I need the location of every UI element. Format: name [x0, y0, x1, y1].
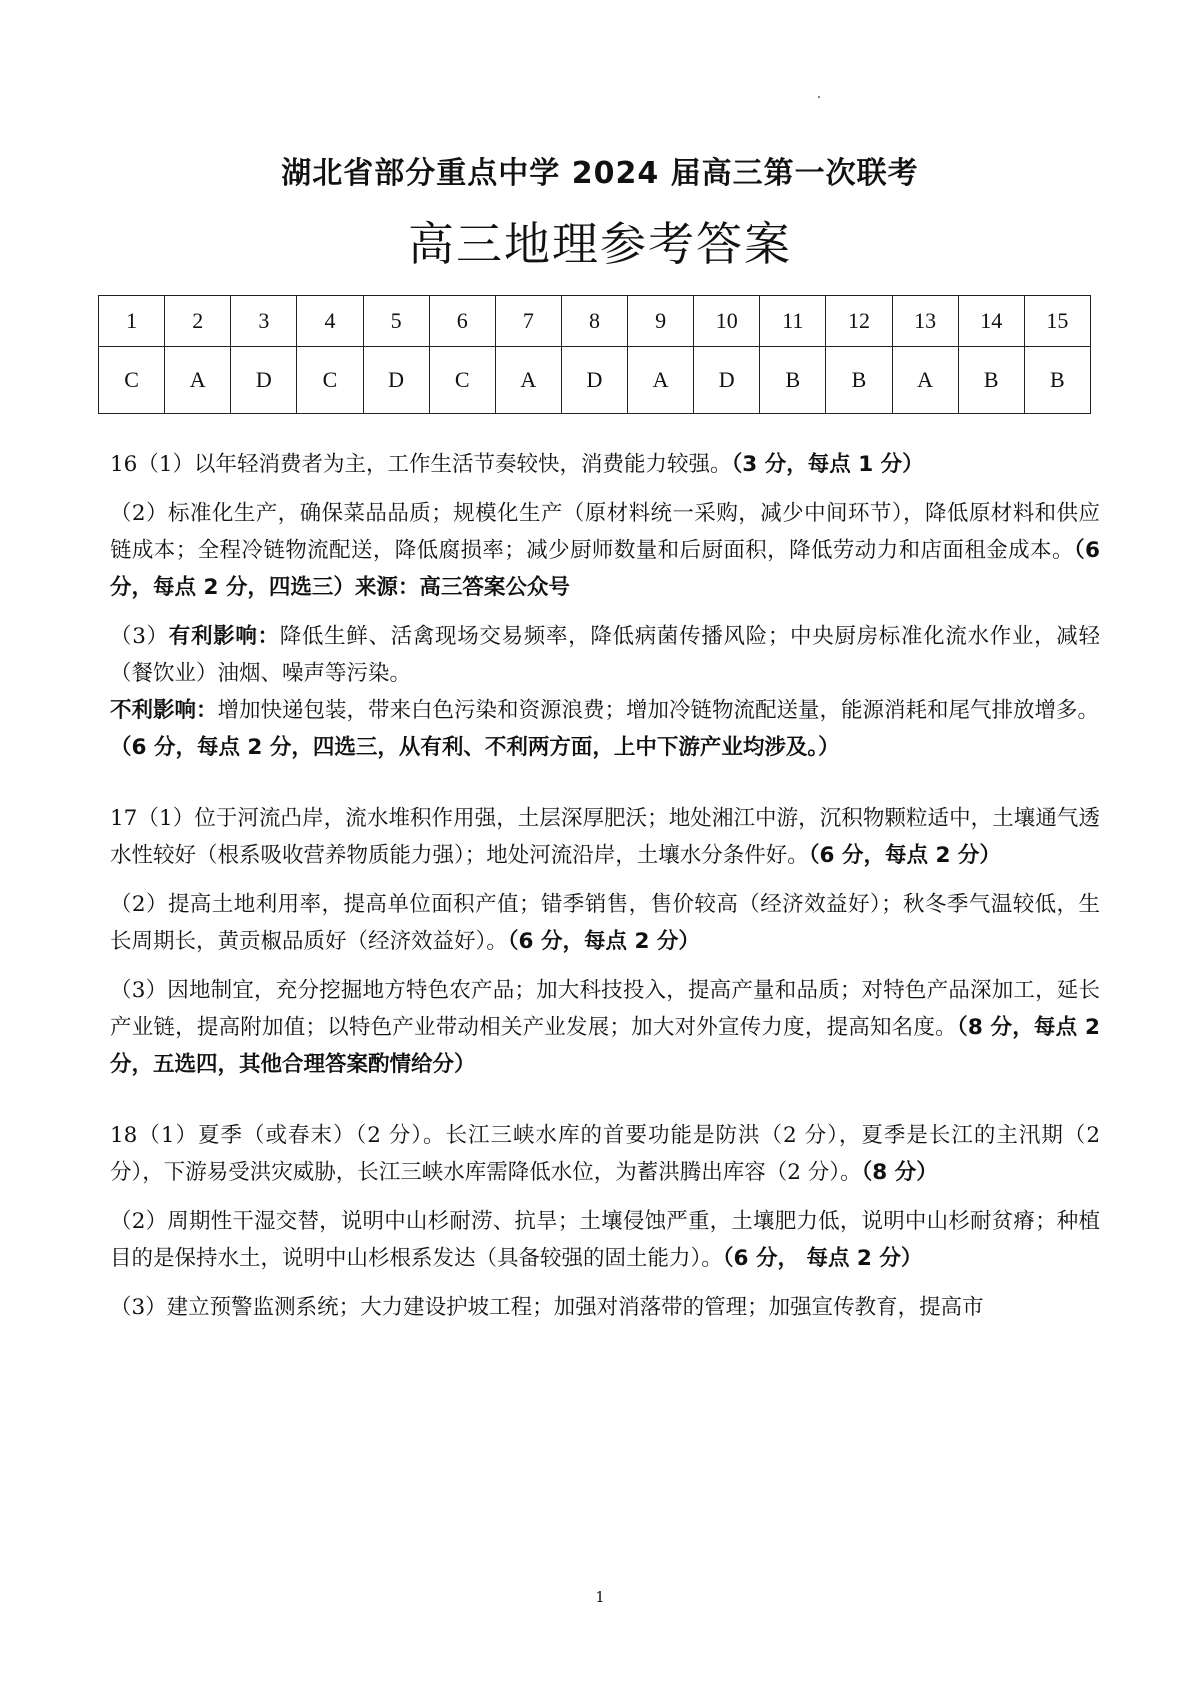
- answer-key-table: [98, 295, 1091, 414]
- question-number-cell: 10: [694, 296, 760, 347]
- q18-part2-text: （2）周期性干湿交替，说明中山杉耐涝、抗旱；土壤侵蚀严重，土壤肥力低，说明中山杉耐贫瘠；种植目的是保持水土，说明中山杉根系发达（具备较强的固土能力）。: [110, 1209, 1100, 1271]
- q16-part3-prefix: （3）: [110, 624, 169, 649]
- answer-cell: C: [429, 347, 495, 414]
- q16-unfavorable-label: 不利影响：: [110, 698, 218, 723]
- answer-cell: B: [826, 347, 892, 414]
- q18-part2: [110, 1203, 1100, 1277]
- scan-speck: [818, 96, 820, 98]
- question-number-cell: 2: [165, 296, 231, 347]
- question-number-cell: 6: [429, 296, 495, 347]
- question-number-cell: 12: [826, 296, 892, 347]
- q18-part2-score: （6 分， 每点 2 分）: [722, 1246, 923, 1271]
- question-number-cell: 13: [892, 296, 958, 347]
- answer-cell: C: [297, 347, 363, 414]
- answer-cell: B: [760, 347, 826, 414]
- q16-part1-text: 16（1）以年轻消费者为主，工作生活节奏较快，消费能力较强。: [110, 452, 732, 477]
- question-number-cell: 15: [1024, 296, 1090, 347]
- answer-body: [110, 446, 1100, 1326]
- answer-cell: A: [165, 347, 231, 414]
- q17-part3-text: （3）因地制宜，充分挖掘地方特色农产品；加大科技投入，提高产量和品质；对特色产品深加工，延长产业链，提高附加值；以特色产业带动相关产业发展；加大对外宣传力度，提高知名度。: [110, 978, 1100, 1040]
- question-number-cell: 4: [297, 296, 363, 347]
- q16-part1-score: （3 分，每点 1 分）: [731, 452, 924, 477]
- q18-part3-text: （3）建立预警监测系统；大力建设护坡工程；加强对消落带的管理；加强宣传教育，提高市: [110, 1295, 984, 1320]
- answer-cell: D: [561, 347, 627, 414]
- answer-key-answer-row: [99, 347, 1091, 414]
- question-number-cell: 8: [561, 296, 627, 347]
- answer-cell: A: [628, 347, 694, 414]
- answer-cell: D: [363, 347, 429, 414]
- q18-part1: [110, 1117, 1100, 1191]
- answer-cell: C: [99, 347, 165, 414]
- q16-part3-text: 降低生鲜、活禽现场交易频率，降低病菌传播风险；中央厨房标准化流水作业，减轻（餐饮业）油烟、噪声等污染。: [110, 624, 1100, 686]
- q17-part2-text: （2）提高土地利用率，提高单位面积产值；错季销售，售价较高（经济效益好）；秋冬季气温较低，生长周期长，黄贡椒品质好（经济效益好）。: [110, 892, 1100, 954]
- question-number-cell: 9: [628, 296, 694, 347]
- answer-cell: D: [231, 347, 297, 414]
- answer-title: 高三地理参考答案: [408, 217, 792, 271]
- q17-part1-text: 17（1）位于河流凸岸，流水堆积作用强，土层深厚肥沃；地处湘江中游，沉积物颗粒适中，土壤通气透水性较好（根系吸收营养物质能力强）；地处河流沿岸，土壤水分条件好。: [110, 806, 1100, 868]
- question-number-cell: 14: [958, 296, 1024, 347]
- question-number-cell: 1: [99, 296, 165, 347]
- question-number-cell: 5: [363, 296, 429, 347]
- q16-part3: [110, 618, 1100, 692]
- q18-part3: [110, 1289, 1100, 1326]
- q18-part1-score: （8 分）: [861, 1160, 938, 1185]
- q17-part3: [110, 972, 1100, 1083]
- q16-unfavorable-text: 增加快递包装，带来白色污染和资源浪费；增加冷链物流配送量，能源消耗和尾气排放增多。: [217, 698, 1100, 723]
- question-number-cell: 3: [231, 296, 297, 347]
- answer-cell: D: [694, 347, 760, 414]
- q16-part2-text: （2）标准化生产，确保菜品品质；规模化生产（原材料统一采购，减少中间环节），降低原材料和供应链成本；全程冷链物流配送，降低腐损率；减少厨师数量和后厨面积，降低劳动力和店面租金成本。: [110, 501, 1100, 563]
- answer-key-number-row: [99, 296, 1091, 347]
- answer-cell: A: [495, 347, 561, 414]
- q17-part1: [110, 800, 1100, 874]
- q18-part1-text: 18（1）夏季（或春末）（2 分）。长江三峡水库的首要功能是防洪（2 分），夏季是长江的主汛期（2 分），下游易受洪灾威胁，长江三峡水库需降低水位，为蓄洪腾出库容（2 分）。: [110, 1123, 1100, 1185]
- exam-title: 湖北省部分重点中学 2024 届高三第一次联考: [281, 156, 919, 191]
- answer-cell: B: [1024, 347, 1090, 414]
- q16-part2-score: （6 分，每点 2 分，四选三）来源：高三答案公众号: [110, 538, 1100, 600]
- q17-part2-score: （6 分，每点 2 分）: [507, 929, 700, 954]
- q16-part2: [110, 495, 1100, 606]
- q17-part2: [110, 886, 1100, 960]
- answer-cell: A: [892, 347, 958, 414]
- q16-part3-score: （6 分，每点 2 分，四选三，从有利、不利两方面，上中下游产业均涉及。）: [110, 735, 840, 760]
- question-number-cell: 11: [760, 296, 826, 347]
- q16-favorable-label: 有利影响：: [168, 624, 280, 649]
- q16-part3-score-line: [110, 729, 1100, 766]
- page-number: 1: [595, 1588, 605, 1606]
- q16-part1: [110, 446, 1100, 483]
- q16-part3-unfavorable: [110, 692, 1100, 729]
- q17-part1-score: （6 分，每点 2 分）: [808, 843, 1001, 868]
- q17-part3-score: （8 分，每点 2 分，五选四，其他合理答案酌情给分）: [110, 1015, 1100, 1077]
- question-number-cell: 7: [495, 296, 561, 347]
- answer-cell: B: [958, 347, 1024, 414]
